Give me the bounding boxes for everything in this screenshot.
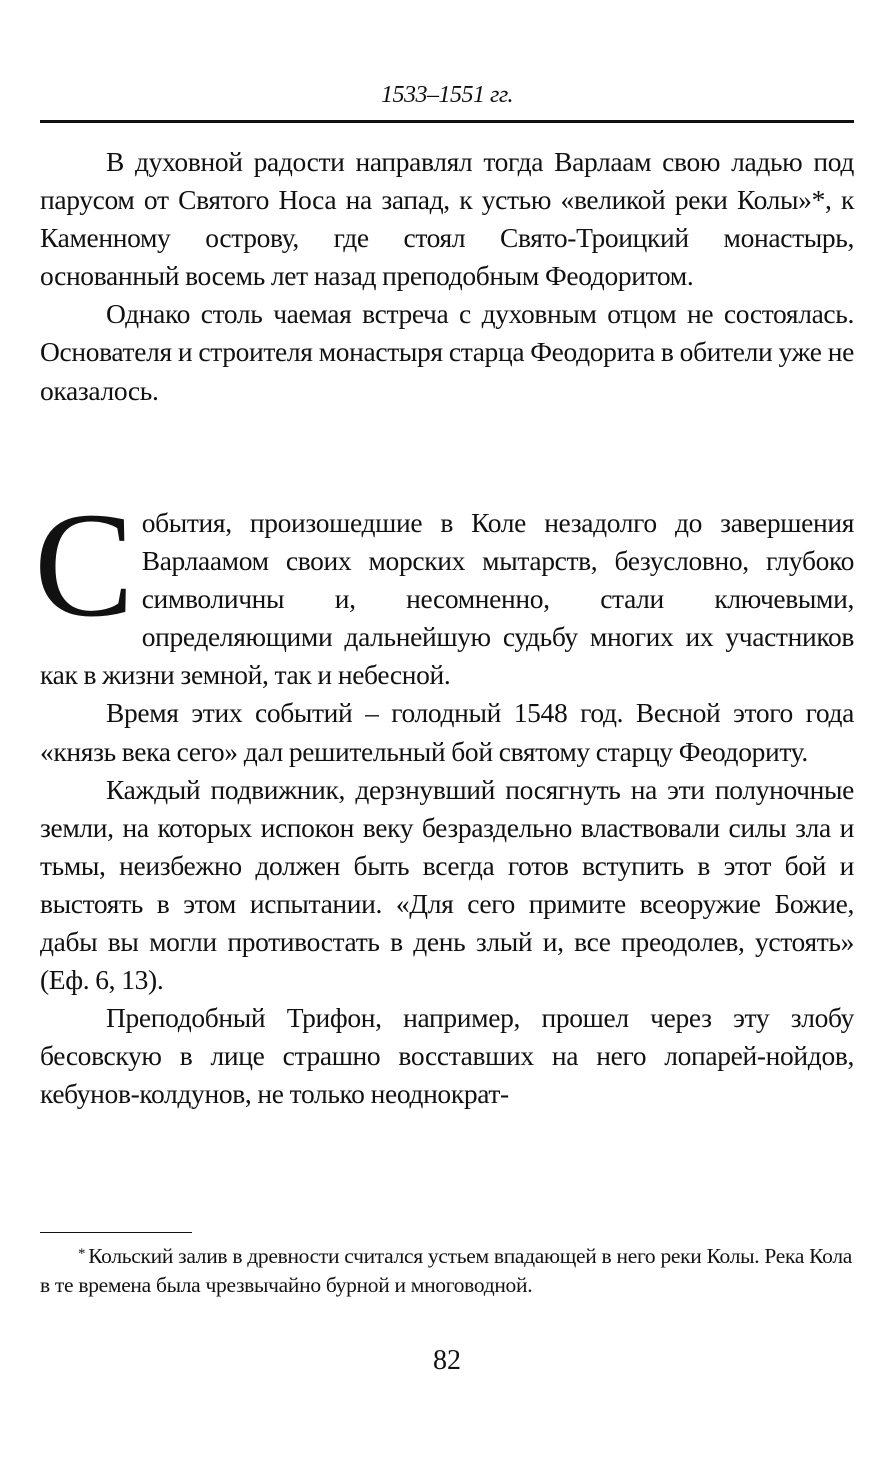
paragraph: Преподобный Трифон, например, прошел через эту злобу бесовскую в лице страшно восставших на него лопарей-нойдов, кебунов-колдунов, не только неоднократ- [40, 1002, 854, 1110]
paragraph: В духовной радости направлял тогда Варлаам свою ладью под парусом от Святого Носа на запад, к устью «великой реки Колы»*, к Каменному острову, где стоял Свято-Троицкий монастырь, основанный восемь лет назад преподобным Феодоритом. [40, 146, 854, 292]
paragraph: Однако столь чаемая встреча с духовным отцом не состоялась. Основателя и строителя монастыря старца Феодорита в обители уже не оказалось. [40, 298, 854, 406]
text-block-2 [34, 482, 854, 1114]
running-head: 1533–1551 гг. [381, 82, 513, 108]
dropcap-paragraph [34, 482, 854, 694]
paragraph: Каждый подвижник, дерзнувший посягнуть на эти полуночные земли, на которых испокон веку безраздельно властвовали силы зла и тьмы, неизбежно должен быть всегда готов вступить в этот бой и выстоять в этом испытании. «Для сего примите всеоружие Божие, дабы вы могли противостать в день злый и, все преодолев, устоять» (Еф. 6, 13). [40, 773, 854, 996]
header-rule-divider [40, 120, 854, 123]
drop-cap-letter: С [34, 482, 134, 648]
page-number: 82 [433, 1345, 461, 1376]
footnote-rule-divider [40, 1232, 192, 1233]
paragraph: Время этих событий – голодный 1548 год. Весной этого года «князь века сего» дал решительный бой святому старцу Феодориту. [40, 697, 854, 767]
footnote [40, 1240, 852, 1300]
footnote-text: Кольский залив в древности считался устьем впадающей в него реки Колы. Река Кола в те времена была чрезвычайно бурной и многоводной. [40, 1244, 852, 1297]
footnote-marker: * [78, 1246, 86, 1262]
text-block-1 [40, 143, 854, 410]
dropcap-paragraph-text: обытия, произошедшие в Коле незадолго до завершения Варлаамом своих морских мытарств, безусловно, глубоко символичны и, несомненно, стали ключевыми, определяющими дальнейшую судьбу многих их участников как в жизни земной, так и небесной. [40, 507, 854, 691]
